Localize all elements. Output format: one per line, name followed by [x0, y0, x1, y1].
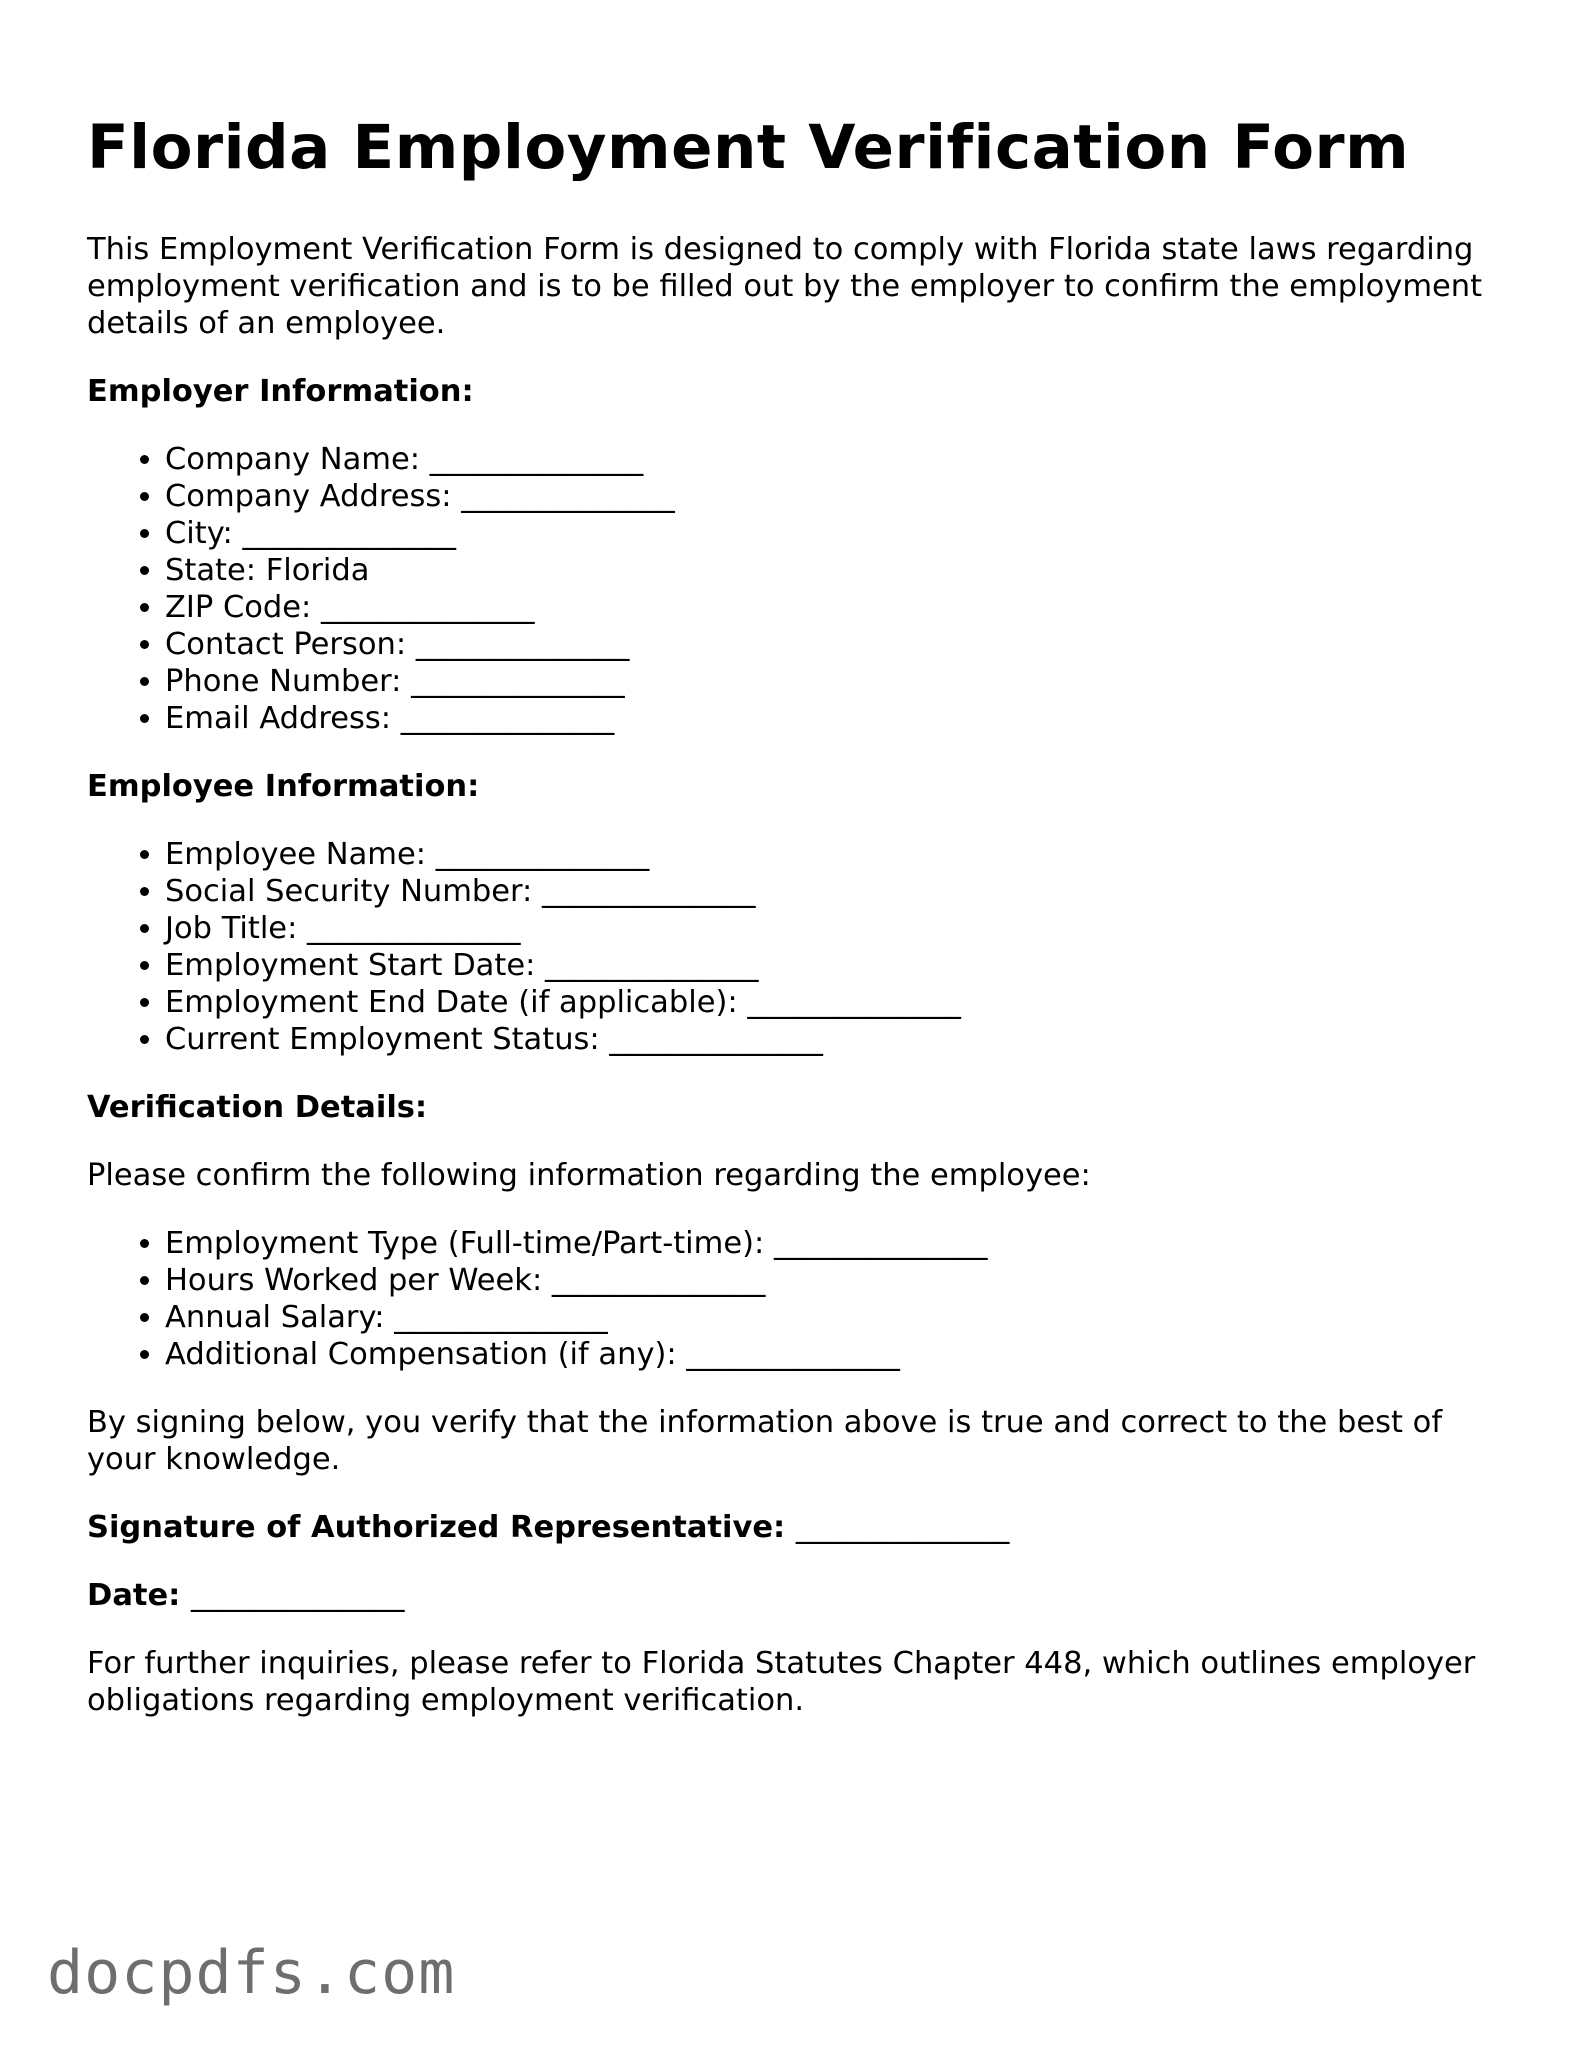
- employer-field-email: • Email Address: ______________: [165, 700, 1507, 737]
- verification-field-employment-type: • Employment Type (Full-time/Part-time): ______________: [165, 1225, 1507, 1262]
- verification-field-list: [87, 1225, 1507, 1373]
- signature-blank: ______________: [795, 1510, 1010, 1545]
- signature-label: Signature of Authorized Representative:: [87, 1510, 786, 1545]
- page-title: Florida Employment Verification Form: [87, 112, 1410, 183]
- employee-section-heading: Employee Information:: [87, 769, 480, 804]
- watermark-logo: docpdfs.com: [47, 1938, 456, 2008]
- employer-section-heading: Employer Information:: [87, 374, 474, 409]
- employer-field-state: • State: Florida: [165, 552, 1507, 589]
- signature-line: [87, 1509, 1507, 1546]
- verification-lead: Please confirm the following information regarding the employee:: [87, 1158, 1091, 1193]
- footer-note: For further inquiries, please refer to Florida Statutes Chapter 448, which outlines employer obligations regarding employment verification.: [87, 1646, 1476, 1718]
- employee-field-ssn: • Social Security Number: ______________: [165, 873, 1507, 910]
- verification-field-compensation: • Additional Compensation (if any): ______________: [165, 1336, 1507, 1373]
- verification-field-salary: • Annual Salary: ______________: [165, 1299, 1507, 1336]
- intro-paragraph: This Employment Verification Form is designed to comply with Florida state laws regarding employment verification and is to be filled out by the employer to confirm the employment details of an employee.: [87, 232, 1483, 341]
- employee-field-list: [87, 836, 1507, 1058]
- employer-field-contact-person: • Contact Person: ______________: [165, 626, 1507, 663]
- employer-field-company-name: • Company Name: ______________: [165, 441, 1507, 478]
- document-page: [87, 108, 1507, 1750]
- employee-field-end-date: • Employment End Date (if applicable): ______________: [165, 984, 1507, 1021]
- employer-field-city: • City: ______________: [165, 515, 1507, 552]
- employer-field-list: [87, 441, 1507, 737]
- employee-field-name: • Employee Name: ______________: [165, 836, 1507, 873]
- employer-field-company-address: • Company Address: ______________: [165, 478, 1507, 515]
- date-blank: ______________: [191, 1578, 405, 1613]
- employer-field-phone: • Phone Number: ______________: [165, 663, 1507, 700]
- employee-field-status: • Current Employment Status: ______________: [165, 1021, 1507, 1058]
- attestation-paragraph: By signing below, you verify that the information above is true and correct to the best of your knowledge.: [87, 1405, 1443, 1477]
- verification-field-hours: • Hours Worked per Week: ______________: [165, 1262, 1507, 1299]
- verification-section-heading: Verification Details:: [87, 1090, 428, 1125]
- employer-field-zip: • ZIP Code: ______________: [165, 589, 1507, 626]
- employee-field-job-title: • Job Title: ______________: [165, 910, 1507, 947]
- date-line: [87, 1577, 1507, 1614]
- date-label: Date:: [87, 1578, 181, 1613]
- employee-field-start-date: • Employment Start Date: ______________: [165, 947, 1507, 984]
